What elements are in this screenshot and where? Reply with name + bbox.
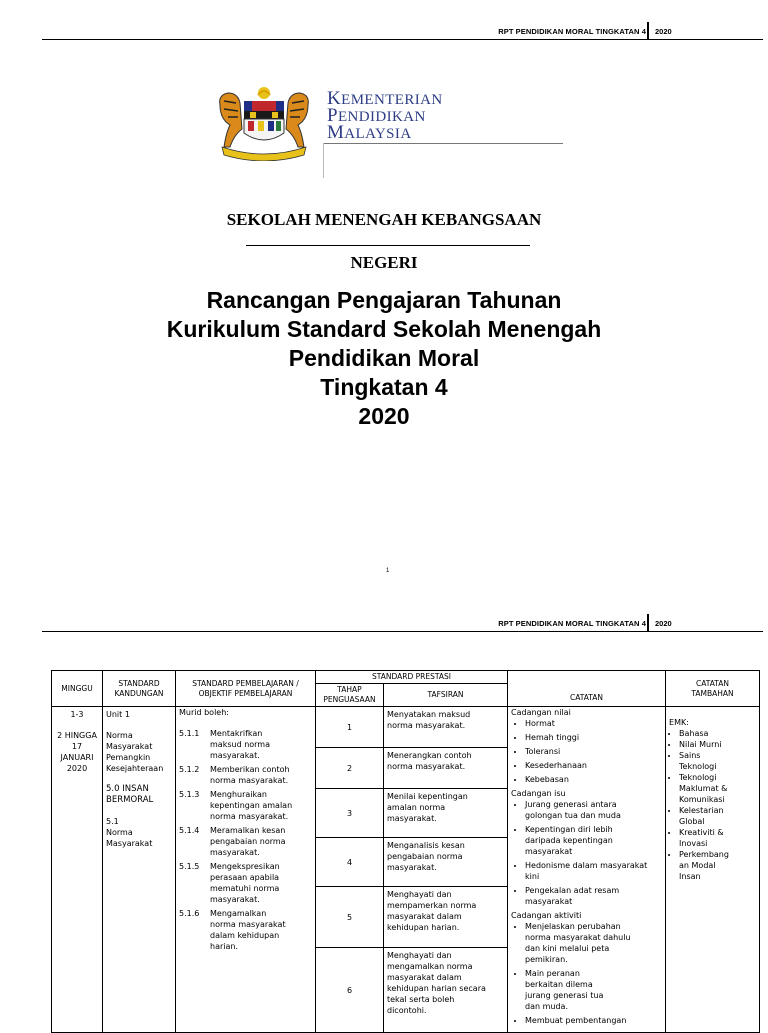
list-item: • Kreativiti & Inovasi [679,827,756,849]
objective-item: 5.1.1 Mentakrifkan maksud norma masyarakat. [179,729,270,760]
col-header-tambahan: CATATAN TAMBAHAN [666,671,760,707]
tafsiran-cell: Menilai kepentingan amalan norma masyarakat. [384,789,508,838]
list-item: • Bahasa [679,728,756,739]
isu-list [511,799,662,907]
title-line-3: Pendidikan Moral [288,345,480,371]
ministry-initial-m: M [327,122,345,143]
emk-list [669,728,756,882]
list-item: • Kesederhanaan [525,760,662,771]
header-divider-2 [647,614,649,631]
pembelajaran-intro: Murid boleh: [179,708,229,717]
page-header [42,26,763,40]
list-item: • Pengekalan adat resam masyarakat [525,885,662,907]
list-item: • Toleransi [525,746,662,757]
nilai-heading: Cadangan nilai [511,708,571,717]
objective-item: 5.1.3 Menghuraikan kepentingan amalan norma masyarakat. [179,790,293,821]
week-dates: 2 HINGGA 17 JANUARI 2020 [57,731,97,773]
emk-heading: EMK: [669,718,689,727]
subsection-label: 5.1 Norma Masyarakat [106,817,153,848]
title-line-5: 2020 [358,403,410,429]
title-line-4: Tingkatan 4 [320,374,448,400]
header-title: RPT PENDIDIKAN MORAL TINGKATAN 4 [498,27,646,36]
tahap-cell: 6 [316,948,384,1033]
aktiviti-heading: Cadangan aktiviti [511,911,582,920]
tafsiran-cell: Menghayati dan mengamalkan norma masyarakat dalam kehidupan harian secara tekal serta boleh dicontohi. [384,948,508,1033]
page-number: 1 [386,568,390,574]
aktiviti-list [511,921,662,1026]
ministry-underline [323,143,563,144]
objective-item: 5.1.2 Memberikan contoh norma masyarakat. [179,765,290,785]
col-header-tafsiran: TAFSIRAN [384,684,508,707]
page-header-2 [42,618,763,632]
col-header-tahap: TAHAP PENGUASAAN [316,684,384,707]
school-name: SEKOLAH MENENGAH KEBANGSAAN [226,210,542,229]
tafsiran-cell: Menyatakan maksud norma masyarakat. [384,707,508,748]
col-header-prestasi: STANDARD PRESTASI [316,671,508,684]
ministry-line-1: EMENTERIAN [341,92,443,108]
tafsiran-cell: Menghayati dan mempamerkan norma masyarakat dalam kehidupan harian. [384,887,508,948]
tahap-cell: 5 [316,887,384,948]
section-label: 5.0 INSAN BERMORAL [106,784,154,805]
list-item: • Hemah tinggi [525,732,662,743]
title-line-1: Rancangan Pengajaran Tahunan [206,287,562,313]
tahap-cell: 3 [316,789,384,838]
coat-of-arms-logo [214,85,314,161]
col-header-kandungan: STANDARD KANDUNGAN [103,671,176,707]
tafsiran-cell: Menerangkan contoh norma masyarakat. [384,748,508,789]
tambahan-cell [666,707,760,1033]
list-item: • Membuat pembentangan [525,1015,662,1026]
isu-heading: Cadangan isu [511,789,566,798]
list-item: • Hormat [525,718,662,729]
header-year-2: 2020 [655,619,672,628]
tahap-cell: 4 [316,838,384,887]
col-header-catatan: CATATAN [508,671,666,707]
header-title-2: RPT PENDIDIKAN MORAL TINGKATAN 4 [498,619,646,628]
objective-item: 5.1.4 Meramalkan kesan pengabaian norma masyarakat. [179,826,286,857]
list-item: • Menjelaskan perubahan norma masyarakat dahulu dan kini melalui peta pemikiran. [525,921,662,965]
ministry-line-3: ALAYSIA [344,126,412,142]
lesson-plan-table [51,670,760,1033]
pembelajaran-cell [176,707,316,1033]
list-item: • Hedonisme dalam masyarakat kini [525,860,662,882]
kandungan-cell [103,707,176,1033]
list-item: • Kepentingan diri lebih daripada kepentingan masyarakat [525,824,662,857]
table-row [52,707,760,748]
ministry-name [327,88,443,143]
objective-item: 5.1.5 Mengekspresikan perasaan apabila mematuhi norma masyarakat. [179,862,280,904]
list-item: • Teknologi Maklumat & Komunikasi [679,772,756,805]
document-title [0,286,768,431]
list-item: • Nilai Murni [679,739,756,750]
col-header-pembelajaran: STANDARD PEMBELAJARAN / OBJEKTIF PEMBELAJARAN [176,671,316,707]
list-item: • Sains Teknologi [679,750,756,772]
list-item: • Kelestarian Global [679,805,756,827]
unit-title: Norma Masyarakat Pemangkin Kesejahteraan [106,731,164,773]
tafsiran-cell: Menganalisis kesan pengabaian norma masyarakat. [384,838,508,887]
list-item: • Kebebasan [525,774,662,785]
ministry-initial-k: K [327,88,342,109]
week-range: 1-3 [70,710,84,719]
title-line-2: Kurikulum Standard Sekolah Menengah [166,316,602,342]
state-label: NEGERI [350,253,418,272]
ministry-initial-p: P [327,105,338,126]
school-blank-line [246,245,530,246]
header-year: 2020 [655,27,672,36]
nilai-list [511,718,662,785]
list-item: • Jurang generasi antara golongan tua dan muda [525,799,662,821]
tahap-cell: 1 [316,707,384,748]
objective-item: 5.1.6 Mengamalkan norma masyarakat dalam kehidupan harian. [179,909,286,951]
tahap-cell: 2 [316,748,384,789]
list-item: • Main peranan berkaitan dilema jurang generasi tua dan muda. [525,968,662,1012]
list-item: • Perkembang an Modal Insan [679,849,756,882]
header-divider [647,22,649,39]
col-header-minggu: MINGGU [52,671,103,707]
unit-label: Unit 1 [106,710,130,719]
minggu-cell [52,707,103,1033]
ministry-line-2: ENDIDIKAN [337,109,426,125]
catatan-cell [508,707,666,1033]
ministry-vertical-line [323,143,324,178]
